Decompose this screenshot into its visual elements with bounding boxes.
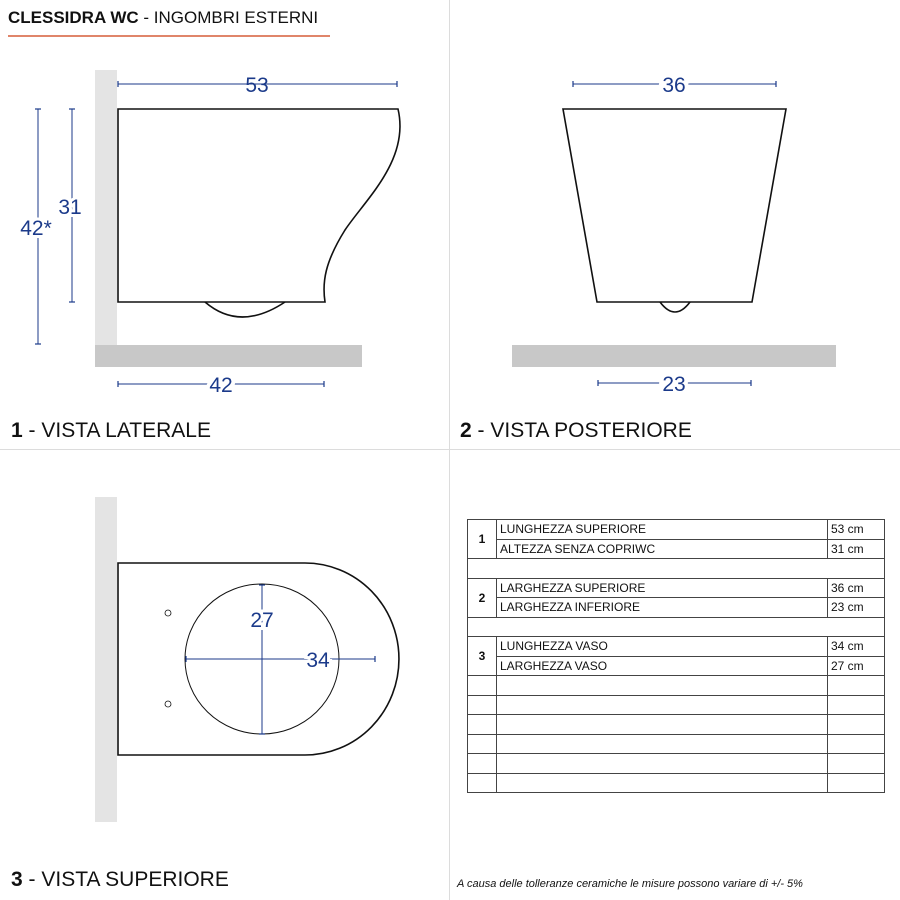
- row-value: 31 cm: [828, 539, 885, 559]
- dim-rear-top: 36: [662, 74, 686, 97]
- table-row-empty: [468, 734, 885, 754]
- table-row-empty: [468, 676, 885, 696]
- group-number: 3: [468, 637, 497, 676]
- table-row: [468, 598, 885, 618]
- table-row-spacer: [468, 559, 885, 579]
- row-label: LUNGHEZZA SUPERIORE: [497, 520, 828, 540]
- dim-side-top: 53: [245, 74, 269, 97]
- rear-view: [512, 74, 836, 396]
- tolerance-footnote: A causa delle tolleranze ceramiche le misure possono variare di +/- 5%: [457, 878, 803, 890]
- side-view: [20, 70, 400, 397]
- table-row: [468, 656, 885, 676]
- dim-side-height-outer: 42*: [20, 217, 52, 240]
- view-title-top: 3 - VISTA SUPERIORE: [11, 868, 229, 891]
- row-value: 36 cm: [828, 578, 885, 598]
- table-row: [468, 637, 885, 657]
- row-value: 53 cm: [828, 520, 885, 540]
- row-label: ALTEZZA SENZA COPRIWC: [497, 539, 828, 559]
- top-view: [95, 497, 399, 822]
- floor: [95, 345, 362, 367]
- table-row-empty: [468, 695, 885, 715]
- bowl-rear-outline: [563, 109, 786, 302]
- dim-rear-bottom: 23: [662, 373, 686, 396]
- floor-rear: [512, 345, 836, 367]
- row-label: LARGHEZZA SUPERIORE: [497, 578, 828, 598]
- table-row-empty: [468, 773, 885, 793]
- dim-top-depth: 27: [250, 609, 274, 632]
- row-value: 27 cm: [828, 656, 885, 676]
- wall: [95, 70, 117, 345]
- page-title: CLESSIDRA WC - INGOMBRI ESTERNI: [8, 8, 319, 27]
- view-title-rear: 2 - VISTA POSTERIORE: [460, 419, 692, 442]
- fixing-hole-1: [165, 610, 171, 616]
- table-row: [468, 578, 885, 598]
- bowl-side-outline: [118, 109, 400, 302]
- table-row-empty: [468, 715, 885, 735]
- dim-top-width: 34: [306, 649, 330, 672]
- row-label: LARGHEZZA INFERIORE: [497, 598, 828, 618]
- group-number: 2: [468, 578, 497, 617]
- wall-top-view: [95, 497, 117, 822]
- view-title-side: 1 - VISTA LATERALE: [11, 419, 211, 442]
- dim-side-bottom: 42: [209, 374, 233, 397]
- fixing-hole-2: [165, 701, 171, 707]
- dimensions-table: [467, 519, 885, 793]
- table-row-spacer: [468, 617, 885, 637]
- row-value: 34 cm: [828, 637, 885, 657]
- table-row: [468, 520, 885, 540]
- row-label: LUNGHEZZA VASO: [497, 637, 828, 657]
- row-value: 23 cm: [828, 598, 885, 618]
- dim-side-height-inner: 31: [58, 196, 82, 219]
- row-label: LARGHEZZA VASO: [497, 656, 828, 676]
- table-row: [468, 539, 885, 559]
- group-number: 1: [468, 520, 497, 559]
- table-row-empty: [468, 754, 885, 774]
- drain-outlet: [205, 302, 285, 317]
- drain-rear: [660, 302, 690, 312]
